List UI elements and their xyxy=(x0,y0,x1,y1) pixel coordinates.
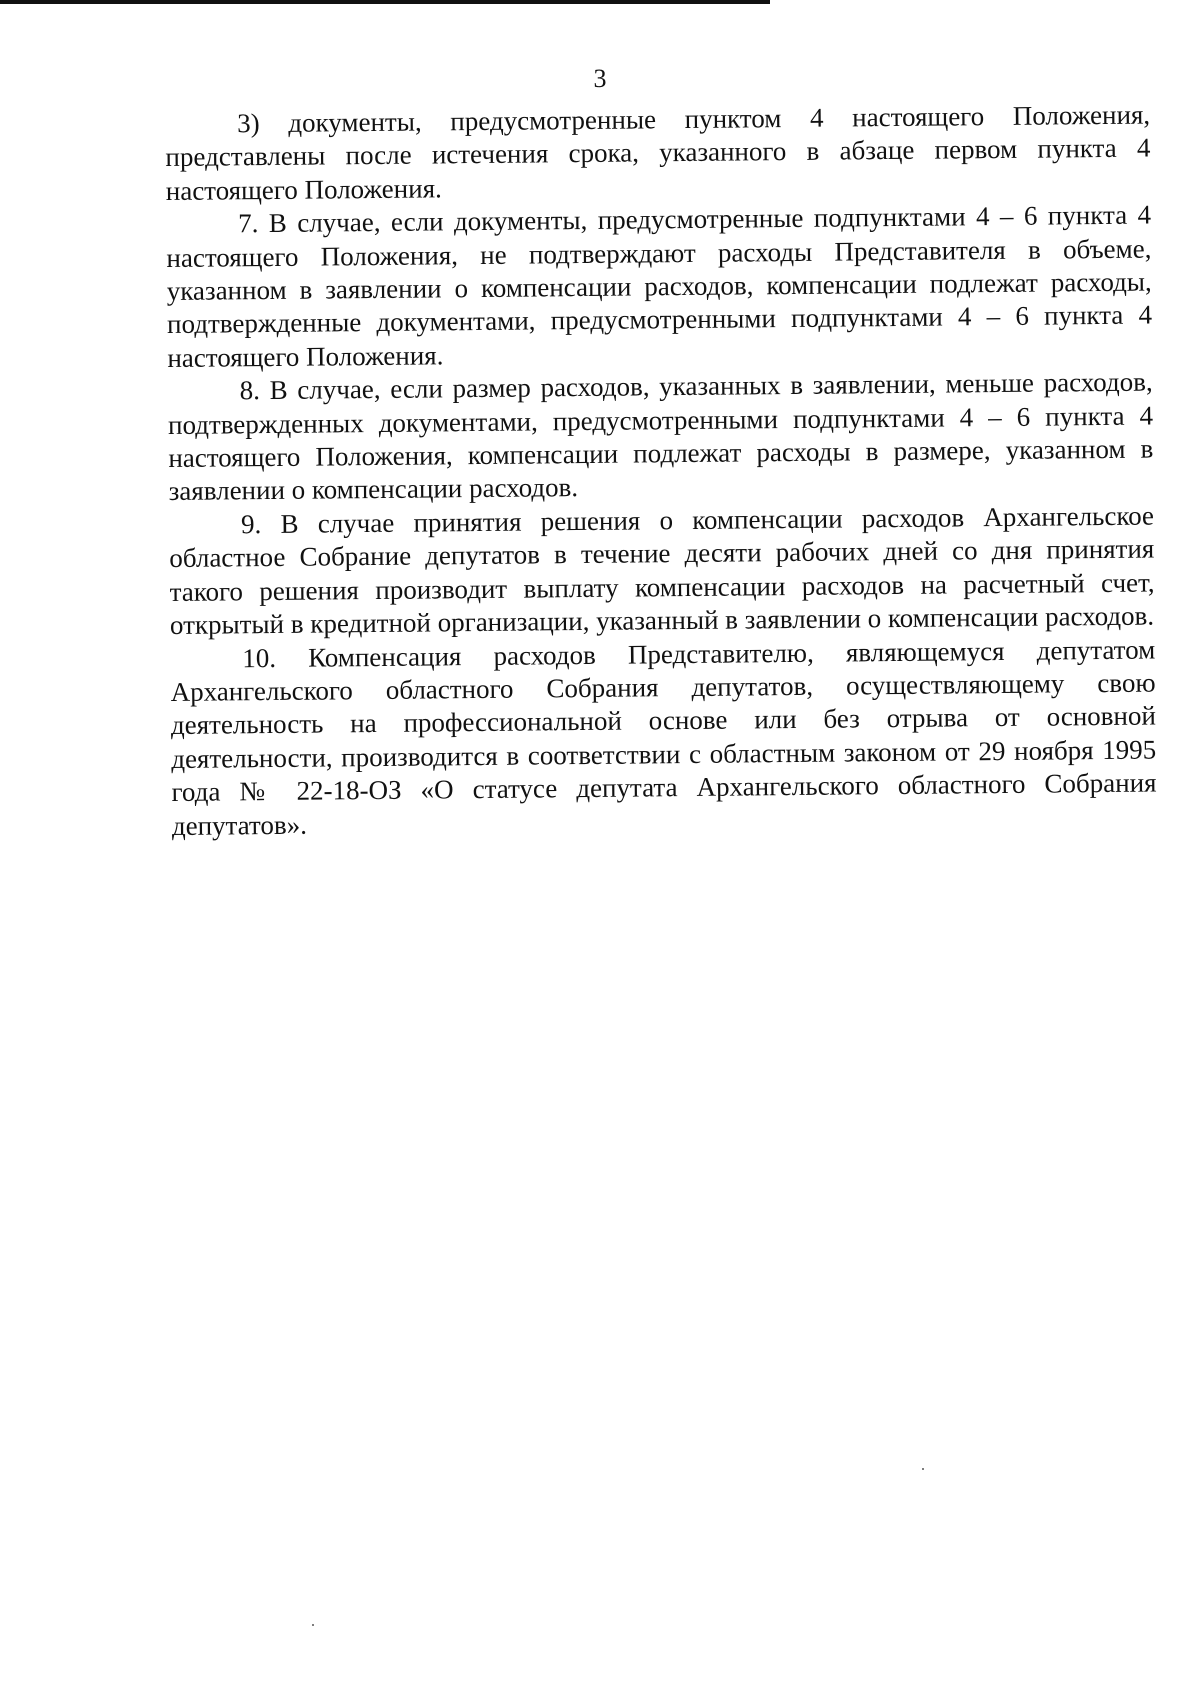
paragraph-sub-3: 3) документы, предусмотренные пунктом 4 настоящего Положения, представлены после истечения срока, указанного в абзаце первом пункта 4 настоящего Положения. xyxy=(165,99,1151,206)
page-number: 3 xyxy=(593,64,607,93)
scan-speck xyxy=(312,1624,314,1626)
paragraph-8: 8. В случае, если размер расходов, указанных в заявлении, меньше расходов, подтвержденных документами, предусмотренными подпунктами 4 – 6 пункта 4 настоящего Положения, компенсации подлежат расходы в размере, указанном в заявлении о компенсации расходов. xyxy=(167,366,1154,507)
paragraph-9: 9. В случае принятия решения о компенсации расходов Архангельское областное Собрание депутатов в течение десяти рабочих дней со дня принятия такого решения производит выплату компенсации расходов на расчетный счет, открытый в кредитной организации, указанный в заявлении о компенсации расходов. xyxy=(169,500,1155,641)
scan-top-edge xyxy=(0,0,770,4)
document-body xyxy=(165,99,1157,843)
scan-speck xyxy=(922,1468,924,1470)
paragraph-7: 7. В случае, если документы, предусмотренные подпунктами 4 – 6 пункта 4 настоящего Положения, не подтверждают расходы Представителя в объеме, указанном в заявлении о компенсации расходов, компенсации подлежат расходы, подтвержденные документами, предусмотренными подпунктами 4 – 6 пункта 4 настоящего Положения. xyxy=(166,199,1153,373)
paragraph-10: 10. Компенсация расходов Представителю, являющемуся депутатом Архангельского областного Собрания депутатов, осуществляющему свою деятельность на профессиональной основе или без отрыва от основной деятельности, производится в соответствии с областным законом от 29 ноября 1995 года № 22-18-ОЗ «О статусе депутата Архангельского областного Собрания депутатов». xyxy=(170,634,1157,841)
